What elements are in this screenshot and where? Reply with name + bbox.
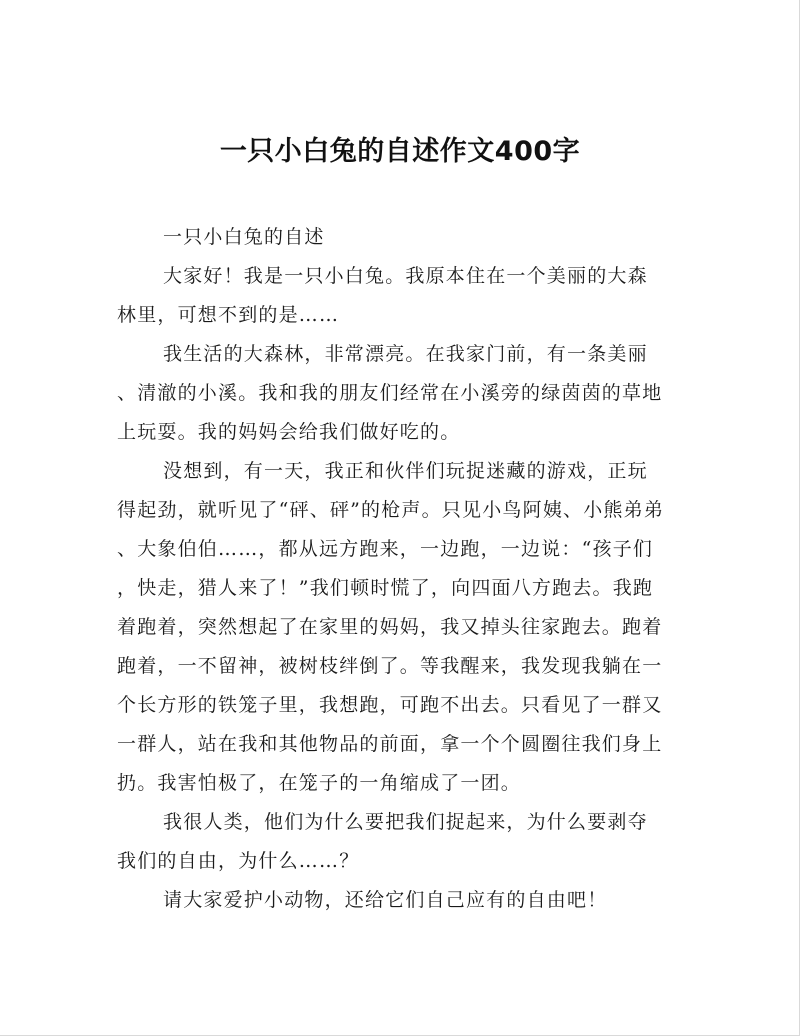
text-line: 、清澈的小溪。我和我的朋友们经常在小溪旁的绿茵茵的草地	[117, 382, 663, 404]
text-line: 大家好！我是一只小白兔。我原本住在一个美丽的大森	[163, 265, 648, 287]
text-line: 请大家爱护小动物，还给它们自己应有的自由吧！	[163, 889, 608, 911]
text-line: 、大象伯伯……，都从远方跑来，一边跑，一边说：“孩子们	[117, 538, 654, 560]
text-line: 一群人，站在我和其他物品的前面，拿一个个圆圈往我们身上	[117, 733, 663, 755]
text-line: 我很人类，他们为什么要把我们捉起来，为什么要剥夺	[163, 811, 648, 833]
document-body	[117, 218, 689, 920]
text-line: 没想到，有一天，我正和伙伴们玩捉迷藏的游戏，正玩	[163, 460, 648, 482]
text-line: 林里，可想不到的是……	[117, 304, 340, 326]
document-title: 一只小白兔的自述作文400字	[219, 136, 581, 167]
text-line: 扔。我害怕极了，在笼子的一角缩成了一团。	[117, 772, 522, 794]
text-line: 跑着，一不留神，被树枝绊倒了。等我醒来，我发现我躺在一	[117, 655, 663, 677]
text-line: 得起劲，就听见了“砰、砰”的枪声。只见小鸟阿姨、小熊弟弟	[117, 499, 665, 521]
text-line: 一只小白兔的自述	[163, 226, 325, 248]
text-line: ，快走，猎人来了！”我们顿时慌了，向四面八方跑去。我跑	[117, 577, 654, 599]
text-line: 我们的自由，为什么……？	[117, 850, 360, 872]
text-line: 着跑着，突然想起了在家里的妈妈，我又掉头往家跑去。跑着	[117, 616, 663, 638]
text-line: 个长方形的铁笼子里，我想跑，可跑不出去。只看见了一群又	[117, 694, 663, 716]
text-line: 我生活的大森林，非常漂亮。在我家门前，有一条美丽	[163, 343, 648, 365]
text-line: 上玩耍。我的妈妈会给我们做好吃的。	[117, 421, 461, 443]
